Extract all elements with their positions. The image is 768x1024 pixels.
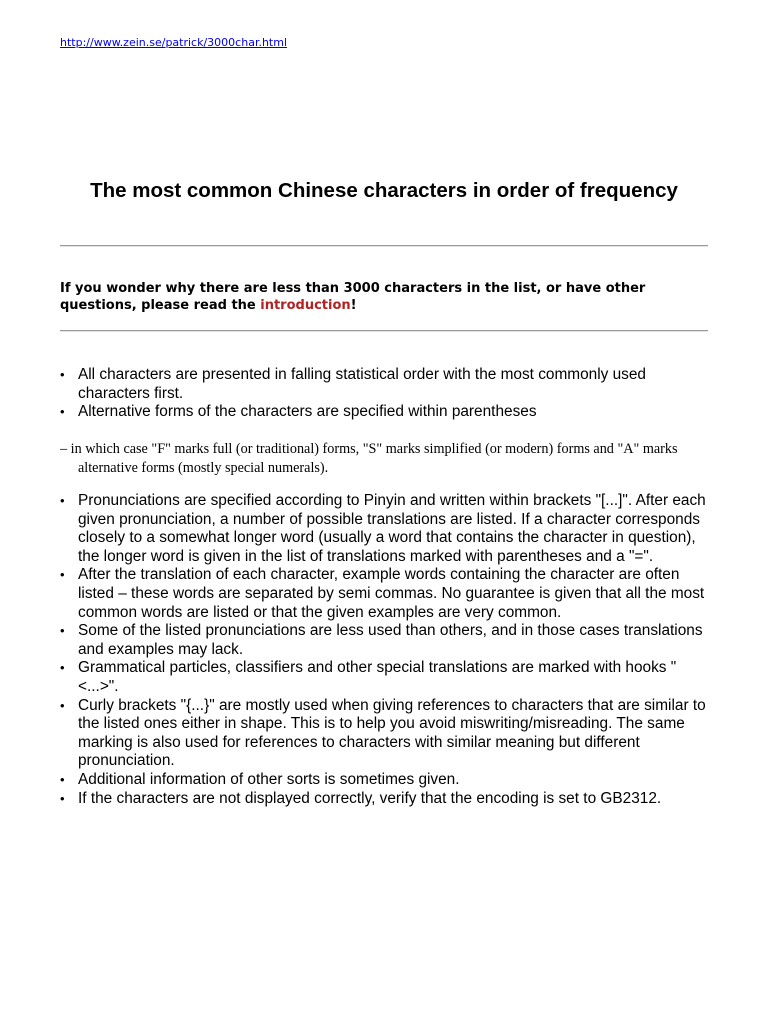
list-item: • Grammatical particles, classifiers and other special translations are marked with hooks "<...>".: [60, 659, 708, 696]
intro-text-before: If you wonder why there are less than 3000 characters in the list, or have other questions, please read the: [60, 281, 646, 313]
list-item: • Pronunciations are specified according to Pinyin and written within brackets "[...]". After each given pronunciation, a number of possible translations are listed. If a character corresponds closely to a somewhat longer word (usually a word that contains the character in question), the longer word is given in the list of translations marked with parentheses and a "=".: [60, 492, 708, 566]
list-item: • Curly brackets "{...}" are mostly used when giving references to characters that are similar to the listed ones either in shape. This is to help you avoid miswriting/misreading. The same marking is also used for references to characters with similar meaning but different pronunciation.: [60, 697, 708, 771]
source-url-link[interactable]: http://www.zein.se/patrick/3000char.html: [60, 36, 288, 49]
list-item: • Some of the listed pronunciations are less used than others, and in those cases translations and examples may lack.: [60, 622, 708, 659]
intro-note: [60, 280, 708, 314]
bullet-list-top: [60, 366, 708, 422]
introduction-link[interactable]: introduction: [260, 298, 351, 313]
list-item: • If the characters are not displayed correctly, verify that the encoding is set to GB2312.: [60, 790, 708, 809]
bullet-list-bottom: [60, 492, 708, 808]
forms-note: – in which case "F" marks full (or traditional) forms, "S" marks simplified (or modern) forms and "A" marks alternative forms (mostly special numerals).: [60, 441, 678, 476]
list-item: • All characters are presented in falling statistical order with the most commonly used characters first.: [60, 366, 708, 403]
list-item: • Alternative forms of the characters are specified within parentheses: [60, 403, 708, 422]
list-item: • After the translation of each character, example words containing the character are often listed – these words are separated by semi commas. No guarantee is given that all the most common words are listed or that the given examples are very common.: [60, 566, 708, 622]
page-title: The most common Chinese characters in order of frequency: [90, 179, 678, 202]
intro-text-after: !: [350, 298, 357, 313]
list-item: • Additional information of other sorts is sometimes given.: [60, 771, 708, 790]
horizontal-rule-bottom: [60, 330, 708, 332]
horizontal-rule-top: [60, 245, 708, 247]
